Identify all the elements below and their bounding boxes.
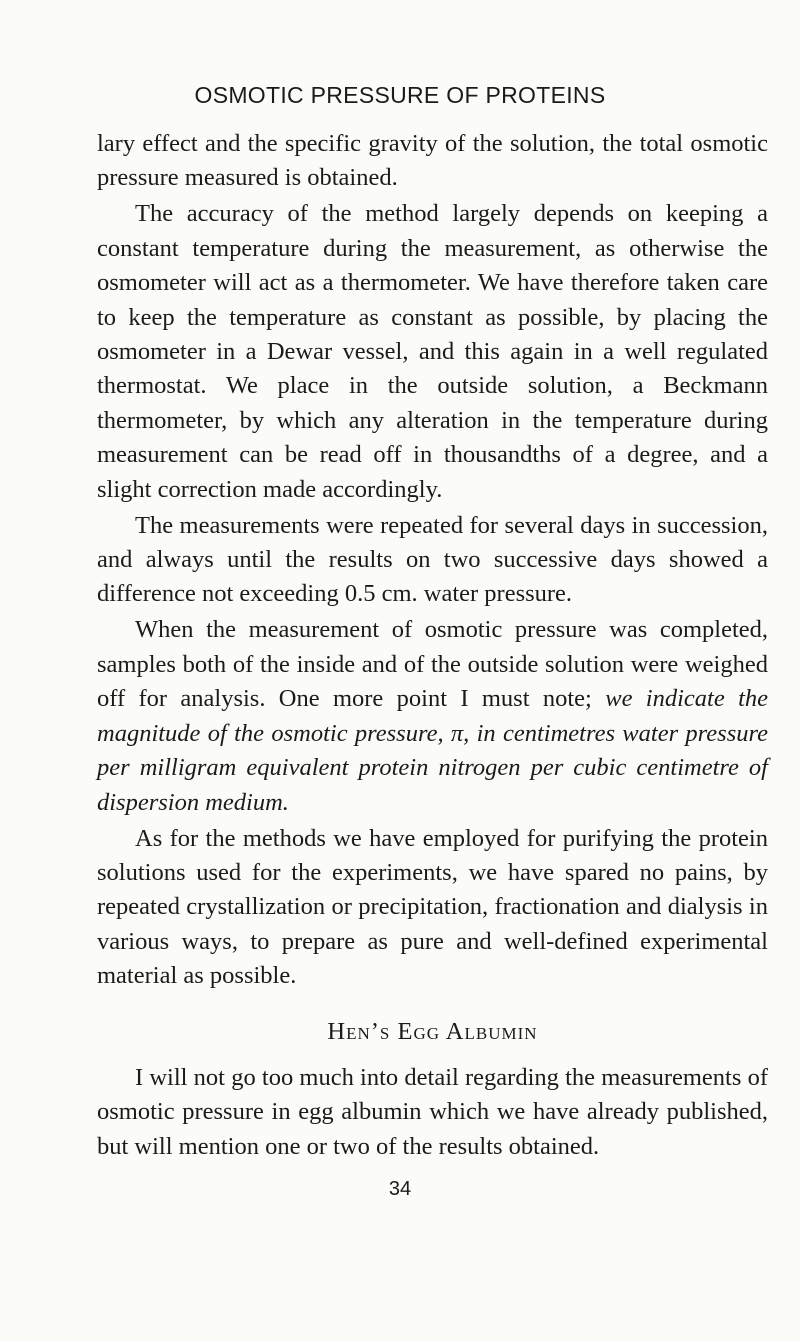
section-heading: Hen’s Egg Albumin — [327, 1017, 538, 1045]
paragraph-sampling-emphasis: we indicate the magnitude of the osmotic pressure, π, in centimetres water pressure per milligram equivalent protein nitrogen per cubic centimetre of dispersion medium. — [97, 685, 768, 816]
paragraph-temperature: The accuracy of the method largely depends on keeping a constant temperature during the measurement, as otherwise the osmometer will act as a thermometer. We have therefore taken care to keep the temperature as constant as possible, by placing the osmometer in a Dewar vessel, and this again in a well regulated thermostat. We place in the outside solution, a Beckmann thermometer, by which any alteration in the temperature during measurement can be read off in thousandths of a degree, and a slight correction made accordingly. — [97, 200, 768, 503]
page-number: 34 — [388, 1178, 412, 1200]
paragraph-repetition: The measurements were repeated for several days in succession, and always until the results on two successive days showed a difference not exceeding 0.5 cm. water pressure. — [97, 511, 768, 608]
body-text — [97, 127, 768, 1166]
paragraph-purification: As for the methods we have employed for purifying the protein solutions used for the experiments, we have spared no pains, by repeated crystallization or precipitation, fractionation and dialysis in various ways, to prepare as pure and well-defined experimental material as possible. — [97, 824, 768, 990]
running-head: OSMOTIC PRESSURE OF PROTEINS — [194, 82, 606, 108]
paragraph-egg-albumin: I will not go too much into detail regarding the measurements of osmotic pressure in egg albumin which we have already published, but will mention one or two of the results obtained. — [97, 1063, 768, 1160]
paragraph-sampling — [97, 613, 768, 819]
paragraph-continued: lary effect and the specific gravity of the solution, the total osmotic pressure measured is obtained. — [97, 130, 768, 192]
paragraph-sampling-lead: When the measurement of osmotic pressure was completed, samples both of the inside and of the outside solution were weighed off for analysis. One more point I must note; — [97, 616, 768, 713]
